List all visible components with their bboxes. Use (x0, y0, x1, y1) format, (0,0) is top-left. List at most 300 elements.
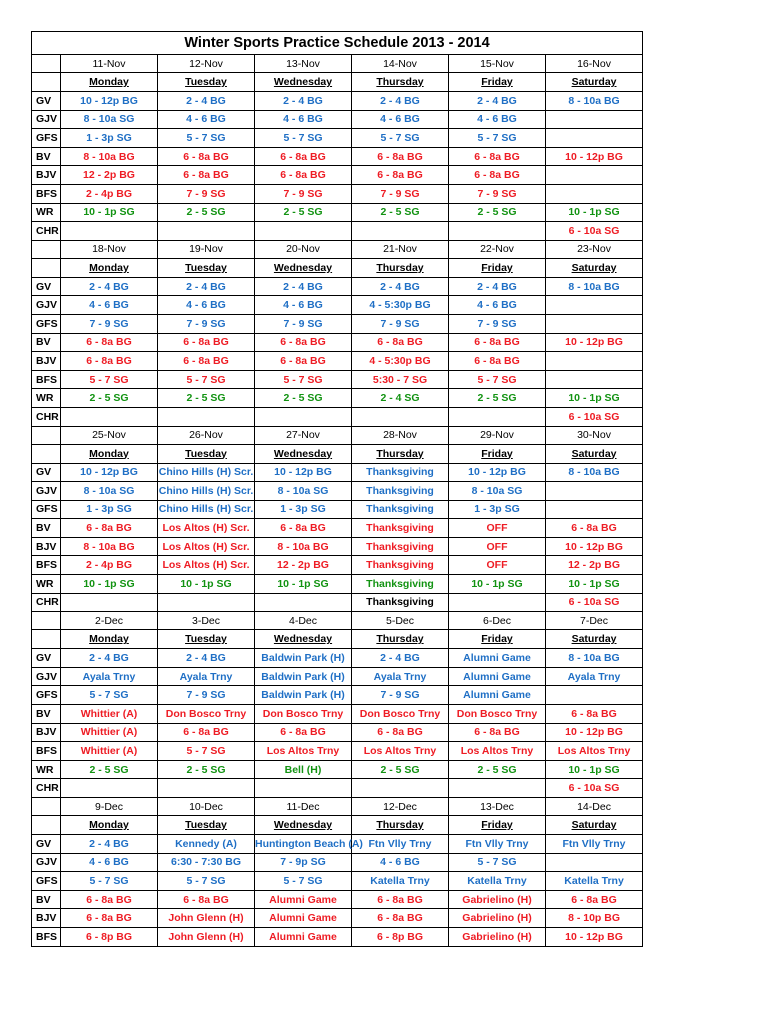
schedule-cell: 2 - 5 SG (352, 760, 449, 779)
schedule-cell: 10 - 1p SG (546, 760, 643, 779)
schedule-cell: Bell (H) (255, 760, 352, 779)
schedule-cell (255, 779, 352, 798)
day-cell: Tuesday (158, 258, 255, 277)
team-label: GJV (32, 110, 61, 129)
day-cell: Monday (61, 816, 158, 835)
day-cell: Thursday (352, 630, 449, 649)
team-row (32, 556, 643, 575)
schedule-cell: 2 - 4p BG (61, 184, 158, 203)
schedule-cell: 10 - 1p SG (546, 389, 643, 408)
date-row (32, 612, 643, 630)
schedule-cell: 6 - 8a BG (449, 166, 546, 185)
schedule-cell: 5 - 7 SG (255, 872, 352, 891)
corner-cell (32, 612, 61, 630)
schedule-cell: 2 - 5 SG (352, 203, 449, 222)
schedule-cell: 4 - 6 BG (61, 853, 158, 872)
schedule-cell: Alumni Game (255, 927, 352, 946)
schedule-cell: 6 - 8a BG (158, 890, 255, 909)
schedule-cell: 6 - 8a BG (61, 333, 158, 352)
date-cell: 13-Nov (255, 55, 352, 73)
schedule-cell: Los Altos Trny (352, 742, 449, 761)
day-row (32, 73, 643, 92)
schedule-cell: 10 - 12p BG (546, 723, 643, 742)
team-row (32, 389, 643, 408)
schedule-cell: 2 - 5 SG (158, 760, 255, 779)
day-cell: Thursday (352, 444, 449, 463)
schedule-cell: Los Altos Trny (546, 742, 643, 761)
schedule-cell: OFF (449, 519, 546, 538)
schedule-cell (449, 593, 546, 612)
date-cell: 11-Dec (255, 798, 352, 816)
schedule-cell (158, 222, 255, 241)
date-row (32, 55, 643, 73)
schedule-cell: 5:30 - 7 SG (352, 370, 449, 389)
day-cell: Friday (449, 630, 546, 649)
schedule-cell: 2 - 5 SG (61, 389, 158, 408)
schedule-cell: Thanksgiving (352, 519, 449, 538)
schedule-cell: 10 - 12p BG (546, 333, 643, 352)
schedule-cell: 6 - 8a BG (449, 333, 546, 352)
schedule-cell: 10 - 1p SG (61, 575, 158, 594)
corner-cell (32, 816, 61, 835)
schedule-cell: 1 - 3p SG (255, 500, 352, 519)
schedule-cell: Gabrielino (H) (449, 909, 546, 928)
schedule-cell: 2 - 5 SG (449, 389, 546, 408)
team-row (32, 649, 643, 668)
schedule-cell (449, 407, 546, 426)
schedule-cell: Ayala Trny (61, 667, 158, 686)
date-cell: 30-Nov (546, 426, 643, 444)
schedule-cell (449, 779, 546, 798)
schedule-cell: OFF (449, 556, 546, 575)
schedule-cell: 4 - 6 BG (255, 110, 352, 129)
schedule-cell: Los Altos Trny (255, 742, 352, 761)
team-label: GFS (32, 129, 61, 148)
date-cell: 12-Dec (352, 798, 449, 816)
schedule-cell: 7 - 9p SG (255, 853, 352, 872)
schedule-cell: 6 - 8a BG (352, 166, 449, 185)
schedule-cell: Whittier (A) (61, 742, 158, 761)
team-row (32, 667, 643, 686)
schedule-cell (61, 407, 158, 426)
date-cell: 9-Dec (61, 798, 158, 816)
schedule-cell: Alumni Game (255, 890, 352, 909)
schedule-cell: 5 - 7 SG (158, 872, 255, 891)
day-cell: Saturday (546, 630, 643, 649)
schedule-cell: Ayala Trny (352, 667, 449, 686)
schedule-cell: 7 - 9 SG (352, 184, 449, 203)
schedule-cell: 10 - 1p SG (449, 575, 546, 594)
team-label: WR (32, 389, 61, 408)
schedule-cell: 8 - 10a BG (61, 537, 158, 556)
schedule-cell: OFF (449, 537, 546, 556)
schedule-cell: 5 - 7 SG (255, 129, 352, 148)
schedule-cell: 6 - 8a BG (352, 333, 449, 352)
schedule-cell: Los Altos Trny (449, 742, 546, 761)
schedule-cell: 2 - 4 BG (352, 649, 449, 668)
date-cell: 11-Nov (61, 55, 158, 73)
day-cell: Saturday (546, 73, 643, 92)
team-label: GV (32, 835, 61, 854)
schedule-cell (352, 407, 449, 426)
team-row (32, 407, 643, 426)
team-label: BFS (32, 370, 61, 389)
title-row (32, 32, 643, 55)
day-row (32, 816, 643, 835)
team-row (32, 333, 643, 352)
date-cell: 12-Nov (158, 55, 255, 73)
schedule-cell: 7 - 9 SG (158, 184, 255, 203)
schedule-cell: 2 - 4 BG (255, 277, 352, 296)
schedule-cell: Thanksgiving (352, 556, 449, 575)
schedule-cell: 6 - 8a BG (158, 723, 255, 742)
schedule-cell: 5 - 7 SG (352, 129, 449, 148)
day-cell: Monday (61, 444, 158, 463)
schedule-cell: Don Bosco Trny (449, 705, 546, 724)
schedule-cell: 2 - 4 BG (158, 277, 255, 296)
team-label: CHR (32, 593, 61, 612)
team-label: WR (32, 203, 61, 222)
schedule-cell: 6 - 10a SG (546, 779, 643, 798)
date-row (32, 798, 643, 816)
schedule-cell: 8 - 10p BG (546, 909, 643, 928)
schedule-cell: Thanksgiving (352, 463, 449, 482)
schedule-cell: 10 - 1p SG (546, 203, 643, 222)
schedule-cell: 4 - 6 BG (158, 296, 255, 315)
schedule-cell (546, 129, 643, 148)
date-cell: 16-Nov (546, 55, 643, 73)
date-cell: 25-Nov (61, 426, 158, 444)
day-row (32, 258, 643, 277)
schedule-cell: Kennedy (A) (158, 835, 255, 854)
schedule-cell: 10 - 12p BG (449, 463, 546, 482)
schedule-cell: 10 - 12p BG (546, 927, 643, 946)
schedule-cell: 8 - 10a SG (255, 482, 352, 501)
schedule-cell: 4 - 6 BG (61, 296, 158, 315)
team-row (32, 519, 643, 538)
schedule-cell: 4 - 6 BG (158, 110, 255, 129)
date-cell: 6-Dec (449, 612, 546, 630)
schedule-cell: Los Altos (H) Scr. (158, 537, 255, 556)
schedule-cell: 7 - 9 SG (255, 314, 352, 333)
schedule-cell: 6 - 8a BG (352, 147, 449, 166)
schedule-cell: 8 - 10a BG (61, 147, 158, 166)
schedule-cell: 5 - 7 SG (449, 853, 546, 872)
schedule-cell: Alumni Game (255, 909, 352, 928)
schedule-cell (546, 184, 643, 203)
team-label: BFS (32, 556, 61, 575)
team-label: BFS (32, 927, 61, 946)
schedule-cell: Huntington Beach (A) (255, 835, 352, 854)
schedule-cell: 7 - 9 SG (449, 184, 546, 203)
schedule-cell: 12 - 2p BG (546, 556, 643, 575)
team-row (32, 463, 643, 482)
date-cell: 10-Dec (158, 798, 255, 816)
schedule-cell (546, 482, 643, 501)
schedule-cell: 6 - 8a BG (158, 333, 255, 352)
date-cell: 27-Nov (255, 426, 352, 444)
schedule-cell: Thanksgiving (352, 575, 449, 594)
date-cell: 29-Nov (449, 426, 546, 444)
date-cell: 3-Dec (158, 612, 255, 630)
date-cell: 7-Dec (546, 612, 643, 630)
date-cell: 28-Nov (352, 426, 449, 444)
schedule-cell: 12 - 2p BG (61, 166, 158, 185)
team-label: GJV (32, 853, 61, 872)
schedule-cell (546, 296, 643, 315)
schedule-cell: 10 - 12p BG (61, 463, 158, 482)
schedule-cell: 5 - 7 SG (158, 129, 255, 148)
date-row (32, 426, 643, 444)
schedule-cell (255, 593, 352, 612)
team-row (32, 184, 643, 203)
schedule-cell (546, 370, 643, 389)
schedule-cell: 10 - 1p SG (546, 575, 643, 594)
schedule-cell: 2 - 4 SG (352, 389, 449, 408)
schedule-cell: 6 - 8a BG (255, 723, 352, 742)
date-cell: 5-Dec (352, 612, 449, 630)
schedule-cell: 7 - 9 SG (352, 314, 449, 333)
team-label: BV (32, 147, 61, 166)
schedule-cell: 6 - 8a BG (61, 519, 158, 538)
schedule-cell: Chino Hills (H) Scr. (158, 500, 255, 519)
schedule-cell (158, 593, 255, 612)
schedule-cell: Don Bosco Trny (158, 705, 255, 724)
team-row (32, 890, 643, 909)
schedule-cell: Ftn Vlly Trny (352, 835, 449, 854)
schedule-cell: Baldwin Park (H) (255, 667, 352, 686)
schedule-cell: Ftn Vlly Trny (449, 835, 546, 854)
day-cell: Monday (61, 258, 158, 277)
corner-cell (32, 426, 61, 444)
schedule-cell: 6 - 8a BG (255, 166, 352, 185)
date-cell: 23-Nov (546, 240, 643, 258)
schedule-cell: 6 - 8a BG (255, 333, 352, 352)
schedule-cell: 7 - 9 SG (158, 686, 255, 705)
corner-cell (32, 630, 61, 649)
schedule-cell: 1 - 3p SG (61, 500, 158, 519)
date-cell: 18-Nov (61, 240, 158, 258)
team-row (32, 760, 643, 779)
schedule-cell: 7 - 9 SG (158, 314, 255, 333)
team-label: GJV (32, 296, 61, 315)
schedule-cell: 6 - 8a BG (61, 352, 158, 371)
team-label: CHR (32, 779, 61, 798)
day-cell: Thursday (352, 816, 449, 835)
team-label: GFS (32, 314, 61, 333)
schedule-cell: 4 - 5:30p BG (352, 352, 449, 371)
team-row (32, 593, 643, 612)
schedule-cell: Chino Hills (H) Scr. (158, 463, 255, 482)
schedule-cell: Chino Hills (H) Scr. (158, 482, 255, 501)
schedule-cell: 2 - 5 SG (61, 760, 158, 779)
corner-cell (32, 240, 61, 258)
schedule-cell: 6 - 8a BG (255, 519, 352, 538)
schedule-cell: Thanksgiving (352, 482, 449, 501)
team-label: BV (32, 519, 61, 538)
team-row (32, 277, 643, 296)
schedule-cell: 10 - 12p BG (61, 92, 158, 111)
schedule-cell (546, 500, 643, 519)
corner-cell (32, 73, 61, 92)
team-row (32, 686, 643, 705)
team-label: GV (32, 649, 61, 668)
schedule-cell: Thanksgiving (352, 500, 449, 519)
schedule-cell: 2 - 5 SG (449, 760, 546, 779)
team-row (32, 482, 643, 501)
schedule-cell (61, 593, 158, 612)
schedule-cell: 4 - 6 BG (449, 110, 546, 129)
day-cell: Wednesday (255, 444, 352, 463)
schedule-cell: 2 - 4 BG (61, 649, 158, 668)
schedule-cell: 8 - 10a BG (546, 277, 643, 296)
schedule-cell: 2 - 5 SG (255, 389, 352, 408)
schedule-cell (352, 222, 449, 241)
schedule-cell: Whittier (A) (61, 723, 158, 742)
schedule-cell: 2 - 4p BG (61, 556, 158, 575)
day-cell: Wednesday (255, 630, 352, 649)
team-label: BJV (32, 166, 61, 185)
schedule-cell: 12 - 2p BG (255, 556, 352, 575)
team-row (32, 222, 643, 241)
team-row (32, 110, 643, 129)
team-row (32, 853, 643, 872)
schedule-cell: Baldwin Park (H) (255, 649, 352, 668)
schedule-cell: John Glenn (H) (158, 909, 255, 928)
schedule-cell: 2 - 4 BG (352, 92, 449, 111)
schedule-cell: Los Altos (H) Scr. (158, 556, 255, 575)
schedule-cell: 6 - 8a BG (158, 352, 255, 371)
schedule-cell: 6 - 8a BG (449, 723, 546, 742)
team-label: BFS (32, 184, 61, 203)
schedule-cell: Ayala Trny (158, 667, 255, 686)
schedule-cell: Katella Trny (449, 872, 546, 891)
day-cell: Monday (61, 73, 158, 92)
team-row (32, 742, 643, 761)
date-cell: 2-Dec (61, 612, 158, 630)
schedule-cell: 2 - 4 BG (255, 92, 352, 111)
team-label: WR (32, 760, 61, 779)
team-label: BJV (32, 909, 61, 928)
schedule-table (31, 31, 643, 947)
schedule-cell: Ftn Vlly Trny (546, 835, 643, 854)
schedule-cell: 1 - 3p SG (61, 129, 158, 148)
team-row (32, 314, 643, 333)
schedule-cell: 5 - 7 SG (61, 370, 158, 389)
schedule-cell: Gabrielino (H) (449, 927, 546, 946)
schedule-cell: 6 - 8a BG (255, 352, 352, 371)
schedule-cell: Whittier (A) (61, 705, 158, 724)
schedule-cell (255, 407, 352, 426)
schedule-cell: 6 - 8a BG (449, 147, 546, 166)
day-cell: Saturday (546, 444, 643, 463)
corner-cell (32, 55, 61, 73)
schedule-cell (61, 779, 158, 798)
team-label: GFS (32, 686, 61, 705)
schedule-cell: 6 - 8a BG (546, 519, 643, 538)
schedule-cell (61, 222, 158, 241)
day-cell: Friday (449, 816, 546, 835)
team-label: GFS (32, 500, 61, 519)
schedule-cell: 5 - 7 SG (449, 129, 546, 148)
schedule-cell: 8 - 10a BG (546, 649, 643, 668)
schedule-cell: 8 - 10a BG (546, 463, 643, 482)
team-row (32, 779, 643, 798)
schedule-cell: 8 - 10a SG (61, 482, 158, 501)
schedule-cell: 4 - 6 BG (352, 853, 449, 872)
corner-cell (32, 258, 61, 277)
team-label: CHR (32, 407, 61, 426)
schedule-cell: 6 - 8a BG (255, 147, 352, 166)
date-cell: 20-Nov (255, 240, 352, 258)
day-cell: Wednesday (255, 258, 352, 277)
schedule-cell (158, 779, 255, 798)
team-row (32, 537, 643, 556)
schedule-cell (352, 779, 449, 798)
schedule-cell (546, 686, 643, 705)
schedule-cell: 2 - 5 SG (255, 203, 352, 222)
day-cell: Thursday (352, 258, 449, 277)
schedule-cell: 6 - 8a BG (546, 705, 643, 724)
team-row (32, 147, 643, 166)
team-row (32, 909, 643, 928)
schedule-cell: 6 - 8a BG (352, 909, 449, 928)
day-cell: Wednesday (255, 816, 352, 835)
team-row (32, 705, 643, 724)
schedule-cell: Ayala Trny (546, 667, 643, 686)
day-cell: Saturday (546, 258, 643, 277)
schedule-cell: 10 - 1p SG (61, 203, 158, 222)
schedule-cell: 6 - 8p BG (61, 927, 158, 946)
team-label: BFS (32, 742, 61, 761)
schedule-cell (449, 222, 546, 241)
team-label: BJV (32, 537, 61, 556)
date-row (32, 240, 643, 258)
schedule-cell (546, 853, 643, 872)
schedule-title: Winter Sports Practice Schedule 2013 - 2014 (32, 32, 643, 55)
schedule-cell: 5 - 7 SG (158, 370, 255, 389)
team-row (32, 370, 643, 389)
schedule-cell: 6 - 10a SG (546, 222, 643, 241)
schedule-cell: 6 - 8a BG (352, 723, 449, 742)
schedule-cell: 10 - 12p BG (546, 147, 643, 166)
team-row (32, 296, 643, 315)
schedule-cell: 8 - 10a BG (546, 92, 643, 111)
schedule-cell: Thanksgiving (352, 593, 449, 612)
schedule-cell: 6 - 8a BG (449, 352, 546, 371)
date-cell: 4-Dec (255, 612, 352, 630)
day-row (32, 444, 643, 463)
schedule-cell: 2 - 5 SG (158, 389, 255, 408)
schedule-cell: Los Altos (H) Scr. (158, 519, 255, 538)
schedule-cell: 6 - 8a BG (546, 890, 643, 909)
schedule-cell: 2 - 5 SG (158, 203, 255, 222)
schedule-cell: 10 - 12p BG (255, 463, 352, 482)
schedule-cell: 2 - 4 BG (158, 92, 255, 111)
team-row (32, 352, 643, 371)
team-label: GV (32, 463, 61, 482)
team-row (32, 835, 643, 854)
schedule-cell: Don Bosco Trny (255, 705, 352, 724)
schedule-cell: 4 - 6 BG (449, 296, 546, 315)
team-label: BV (32, 333, 61, 352)
schedule-cell (158, 407, 255, 426)
schedule-cell: 4 - 6 BG (255, 296, 352, 315)
day-cell: Friday (449, 444, 546, 463)
team-label: GV (32, 277, 61, 296)
team-label: WR (32, 575, 61, 594)
schedule-cell: 4 - 5:30p BG (352, 296, 449, 315)
